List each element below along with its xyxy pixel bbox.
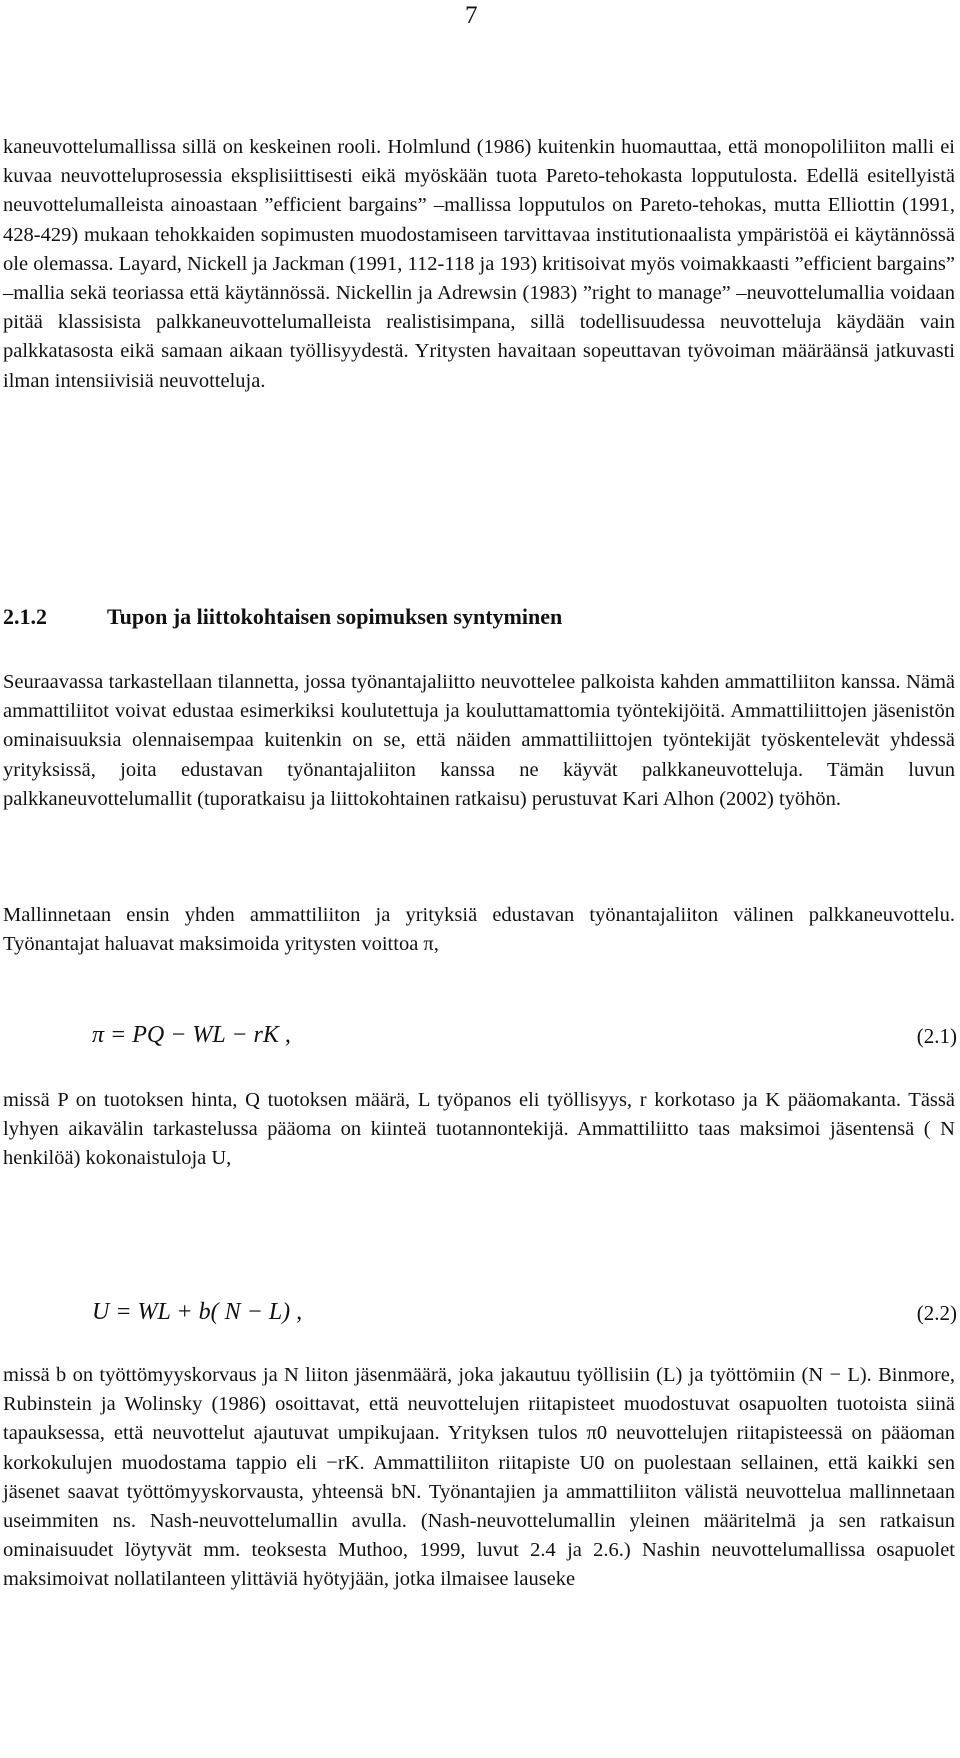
- section-heading: [3, 604, 562, 630]
- paragraph-threat-points: missä b on työttömyyskorvaus ja N liiton jäsenmäärä, joka jakautuu työllisiin (L) ja työttömiin (N − L). Binmore, Rubinstein ja Wolinsky (1986) osoittavat, että neuvottelujen riitapisteet muodostuvat osapuolten tuotoista siinä tapauksessa, että neuvottelut ajautuvat umpikujaan. Yrityksen tulos π0 neuvottelujen riitapisteessä on pääoman korkokulujen muodostama tappio eli −rK. Ammattiliiton riitapiste U0 on puolestaan sellainen, että kaikki sen jäsenet saavat työttömyyskorvausta, yhteensä bN. Työnantajien ja ammattiliiton välistä neuvottelua mallinnetaan useimmiten ns. Nash-neuvottelumallin avulla. (Nash-neuvottelumallin yleinen määritelmä ja sen ratkaisun ominaisuudet löytyvät mm. teoksesta Muthoo, 1999, luvut 2.4 ja 2.6.) Nashin neuvottelumallissa osapuolet maksimoivat nollatilanteen ylittäviä hyötyjään, jotka ilmaisee lauseke: [3, 1364, 955, 1591]
- equation-body: π = PQ − WL − rK ,: [92, 1022, 291, 1048]
- paragraph-model: Mallinnetaan ensin yhden ammattiliiton ja yrityksiä edustavan työnantajaliiton välinen palkkaneuvottelu. Työnantajat haluavat maksimoida yritysten voittoa π,: [3, 904, 955, 956]
- section-title: Tupon ja liittokohtaisen sopimuksen syntyminen: [107, 604, 563, 629]
- equation-body: U = WL + b( N − L) ,: [92, 1299, 303, 1325]
- equation-number: (2.2): [916, 1301, 957, 1325]
- page-number: 7: [465, 2, 478, 29]
- equation-2-1: [92, 1022, 957, 1049]
- equation-number: (2.1): [916, 1024, 957, 1048]
- equation-2-2: [92, 1299, 957, 1326]
- section-number: 2.1.2: [3, 604, 47, 629]
- paragraph-intro: kaneuvottelumallissa sillä on keskeinen rooli. Holmlund (1986) kuitenkin huomauttaa, että monopoliliiton malli ei kuvaa neuvotteluprosessia eksplisiittisesti eikä myöskään tuota Pareto-tehokasta lopputulosta. Edellä esitellyistä neuvottelumalleista ainoastaan ”efficient bargains” –mallissa lopputulos on Pareto-tehokas, mutta Elliottin (1991, 428-429) mukaan tehokkaiden sopimusten muodostamiseen tarvittavaa institutionaalista ympäristöä ei käytännössä ole olemassa. Layard, Nickell ja Jackman (1991, 112-118 ja 193) kritisoivat myös voimakkaasti ”efficient bargains” –mallia sekä teoriassa että käytännössä. Nickellin ja Adrewsin (1983) ”right to manage” –neuvottelumallia voidaan pitää klassisista palkkaneuvottelumalleista realistisimpana, sillä todellisuudessa neuvotteluja käydään vain palkkatasosta eikä samaan aikaan työllisyydestä. Yritysten havaitaan sopeuttavan työvoiman määräänsä jatkuvasti ilman intensiivisiä neuvotteluja.: [3, 136, 955, 392]
- paragraph-setup: Seuraavassa tarkastellaan tilannetta, jossa työnantajaliitto neuvottelee palkoista kahden ammattiliiton kanssa. Nämä ammattiliitot voivat edustaa esimerkiksi koulutettuja ja kouluttamattomia työntekijöitä. Ammattiliittojen jäsenistön ominaisuuksia olennaisempaa kuitenkin on se, että näiden ammattiliittojen työntekijät työskentelevät yhdessä yrityksissä, joita edustavan työnantajaliiton kanssa ne käyvät palkkaneuvotteluja. Tämän luvun palkkaneuvottelumallit (tuporatkaisu ja liittokohtainen ratkaisu) perustuvat Kari Alhon (2002) työhön.: [3, 671, 955, 810]
- paragraph-variables: missä P on tuotoksen hinta, Q tuotoksen määrä, L työpanos eli työllisyys, r korkotaso ja K pääomakanta. Tässä lyhyen aikavälin tarkastelussa pääoma on kiinteä tuotannontekijä. Ammattiliitto taas maksimoi jäsentensä ( N henkilöä) kokonaistuloja U,: [3, 1089, 955, 1170]
